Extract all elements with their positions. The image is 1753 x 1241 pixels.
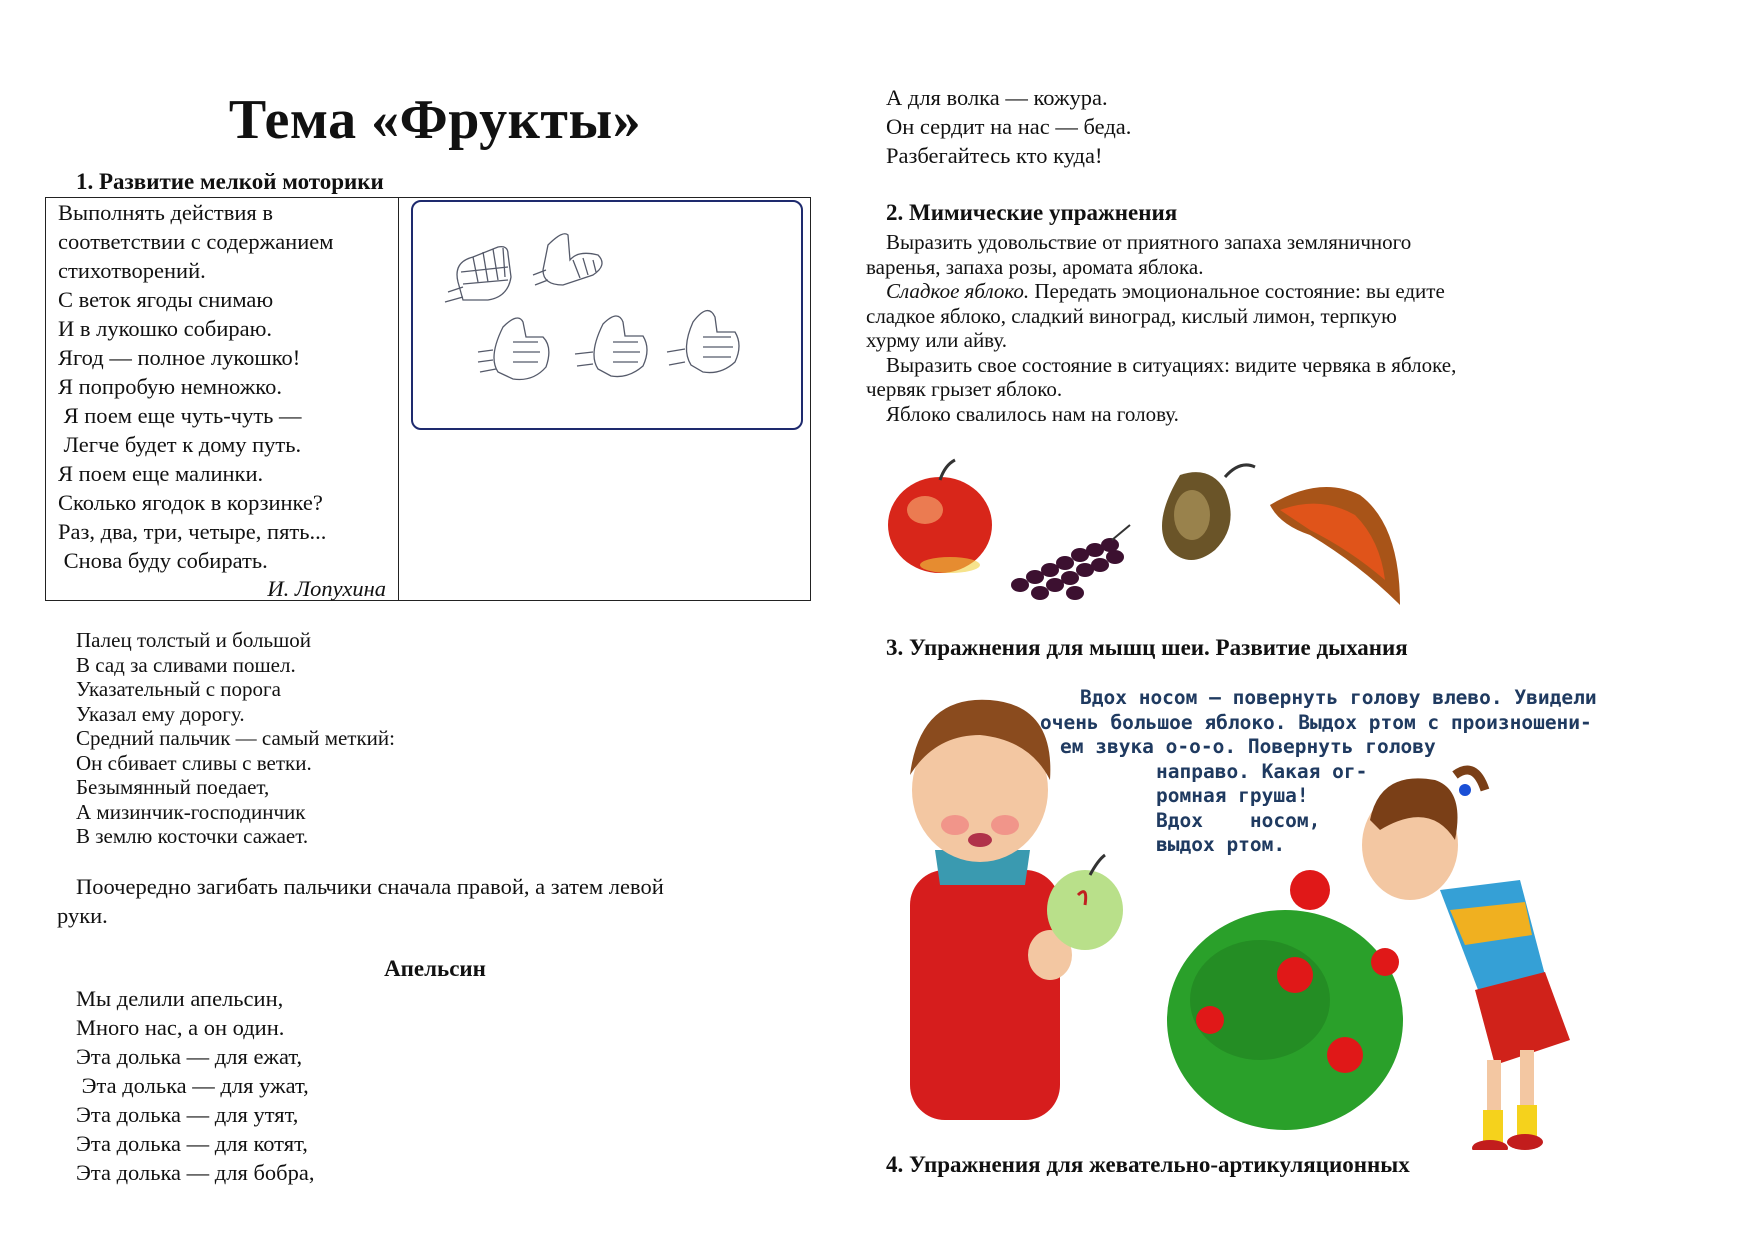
orange-line: Много нас, а он один. [76, 1015, 285, 1040]
orange-line: Эта долька — для ежат, [76, 1044, 303, 1069]
body-line: Выразить удовольствие от приятного запаха земляничного [886, 230, 1412, 254]
poem-line: Легче будет к дому путь. [58, 432, 302, 457]
bubble-line: ромная груша! [1156, 784, 1309, 807]
bubble-line: очень большое яблоко. Выдох ртом с произношени- [1040, 710, 1592, 734]
finger-poem-line: Он сбивает сливы с ветки. [76, 750, 312, 775]
finger-gestures-illustration [411, 200, 803, 430]
bubble-line: выдох ртом. [1156, 833, 1286, 856]
poem-author: И. Лопухина [267, 576, 386, 601]
orange-title: Апельсин [384, 956, 486, 981]
orange-line: Эта долька — для ужат, [76, 1073, 309, 1098]
body-line [866, 279, 1518, 304]
poem-line: С веток ягоды снимаю [58, 287, 274, 312]
finger-instruction-line: руки. [57, 903, 108, 928]
poem-line: Я поем еще малинки. [58, 461, 264, 486]
hand-icon [575, 316, 647, 377]
section2-heading: 2. Мимические упражнения [886, 200, 1178, 225]
table-text [58, 198, 333, 575]
body-line: Яблоко свалилось нам на голову. [886, 401, 1179, 426]
poem-line: Раз, два, три, четыре, пять... [58, 519, 327, 544]
finger-poem [76, 628, 395, 849]
orange-line: Эта долька — для бобра, [76, 1160, 315, 1185]
bubble-line: Вдох носом — повернуть голову влево. Увидели [1080, 686, 1597, 709]
hand-icon [533, 234, 602, 285]
bubble-line: Вдох носом, [1156, 808, 1321, 832]
orange-line: Он сердит на нас — беда. [886, 114, 1132, 139]
orange-line: Эта долька — для утят, [76, 1102, 299, 1127]
orange-line: Эта долька — для котят, [76, 1131, 308, 1156]
hand-icon [478, 318, 549, 380]
finger-poem-line: Палец толстый и большой [76, 628, 312, 652]
page-title: Тема «Фрукты» [228, 89, 642, 151]
orange-line: А для волка — кожура. [886, 85, 1108, 110]
section3-heading: 3. Упражнения для мышц шеи. Развитие дыхания [886, 635, 1408, 660]
hand-icon [667, 311, 739, 373]
pear-icon [1162, 465, 1255, 560]
green-apple-icon [1047, 855, 1123, 950]
finger-instruction [57, 872, 664, 930]
finger-poem-line: Указательный с порога [76, 677, 281, 701]
finger-poem-line: Безымянный поедает, [76, 775, 270, 799]
body-line: червяк грызет яблоко. [866, 377, 1063, 401]
body-line: Выразить свое состояние в ситуациях: видите червяка в яблоке, [886, 352, 1457, 377]
italic-phrase: Сладкое яблоко. [886, 279, 1030, 303]
finger-poem-line: А мизинчик-господинчик [76, 799, 306, 824]
poem-line: Сколько ягодок в корзинке? [58, 490, 323, 515]
section4-heading: 4. Упражнения для жевательно-артикуляционных [886, 1152, 1410, 1177]
section1-heading: 1. Развитие мелкой моторики [76, 169, 384, 194]
section2-body [866, 230, 1518, 426]
apple-icon [888, 460, 992, 573]
finger-poem-line: Средний пальчик — самый меткий: [76, 726, 395, 750]
instruction-line: стихотворений. [58, 258, 206, 283]
body-line: варенья, запаха розы, аромата яблока. [866, 254, 1204, 279]
poem-line: Ягод — полное лукошко! [58, 345, 301, 370]
grapes-icon [1011, 525, 1130, 600]
persimmon-slice-icon [1270, 487, 1400, 605]
hand-icon [445, 247, 511, 302]
finger-instruction-line: Поочередно загибать пальчики сначала правой, а затем левой [76, 874, 664, 899]
hand-sketches [413, 202, 801, 428]
body-line: сладкое яблоко, сладкий виноград, кислый лимон, терпкую [866, 303, 1397, 328]
finger-poem-line: Указал ему дорогу. [76, 701, 245, 726]
orange-poem-continued [886, 83, 1131, 170]
poem-line: Я поем еще чуть-чуть — [58, 403, 302, 428]
instruction-line: Выполнять действия в [58, 200, 274, 225]
body-text: Передать эмоциональное состояние: вы едите [1029, 279, 1445, 303]
poem-line: Снова буду собирать. [58, 548, 268, 573]
bubble-line: направо. Какая ог- [1156, 759, 1368, 783]
orange-poem [76, 984, 314, 1187]
poem-line: И в лукошко собираю. [58, 316, 273, 341]
breathing-instructions [1040, 686, 1597, 858]
bubble-line: ем звука о-о-о. Повернуть голову [1060, 735, 1436, 758]
instruction-line: соответствии с содержанием [58, 229, 334, 254]
rose-bush-icon [1167, 870, 1403, 1130]
body-line: хурму или айву. [866, 328, 1008, 352]
poem-line: Я попробую немножко. [58, 374, 282, 399]
finger-poem-line: В сад за сливами пошел. [76, 652, 296, 677]
orange-line: Мы делили апельсин, [76, 986, 284, 1011]
fruits-illustration [880, 455, 1480, 625]
orange-line: Разбегайтесь кто куда! [886, 143, 1103, 168]
finger-poem-line: В землю косточки сажает. [76, 824, 309, 848]
